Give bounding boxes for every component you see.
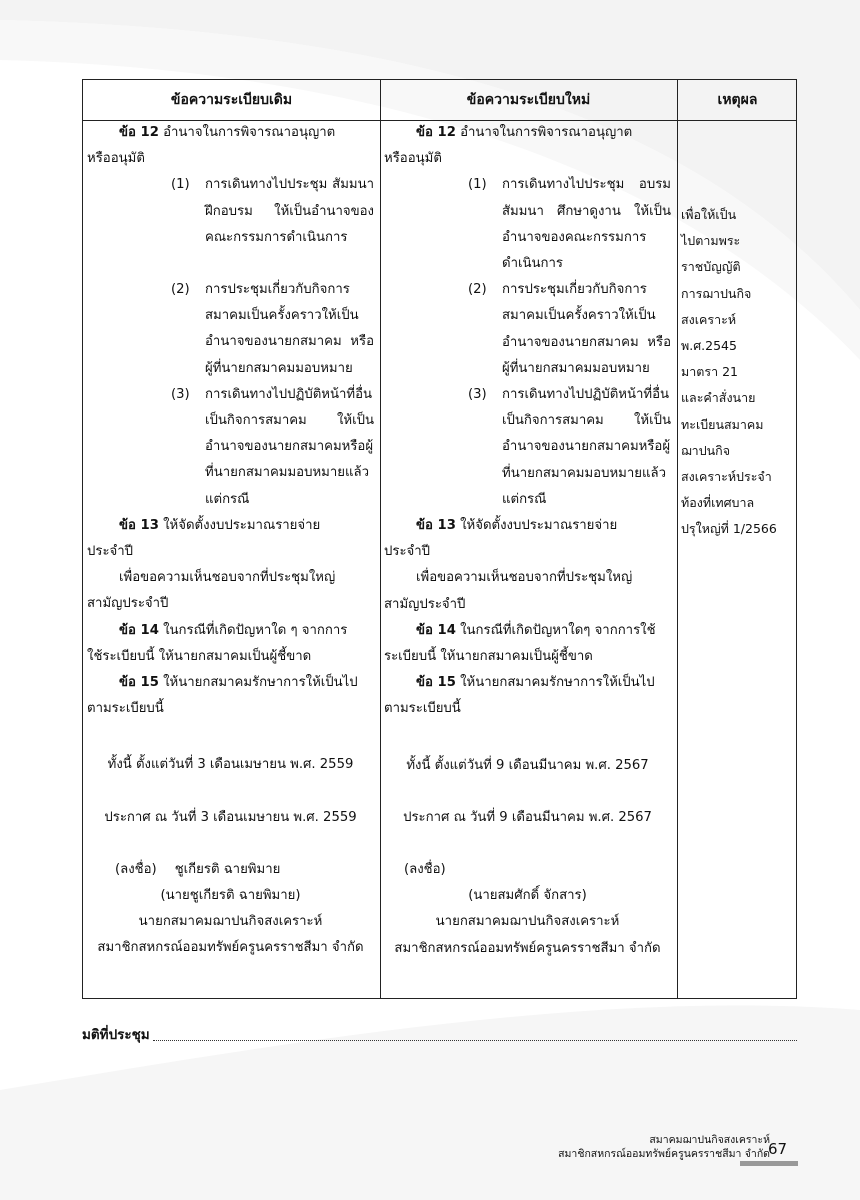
old-article-13-approval: เพื่อขอความเห็นชอบจากที่ประชุมใหญ่ bbox=[119, 570, 336, 586]
old-article-12: ข้อ 12 อำนาจในการพิจารณาอนุญาต bbox=[119, 125, 336, 140]
new-signer-name: (นายสมศักดิ์ จักสาร) bbox=[468, 888, 587, 904]
new-article-12: ข้อ 12 อำนาจในการพิจารณาอนุญาต bbox=[416, 125, 633, 140]
old-article-14: ข้อ 14 ในกรณีที่เกิดปัญหาใด ๆ จากการ bbox=[119, 622, 348, 638]
reason-line: มาตรา 21 bbox=[681, 364, 738, 380]
meeting-resolution-line bbox=[82, 1022, 797, 1048]
old-article-14-cont: ใช้ระเบียบนี้ ให้นายกสมาคมเป็นผู้ชี้ขาด bbox=[87, 648, 312, 664]
footer-cooperative-name: สมาชิกสหกรณ์ออมทรัพย์ครูนครราชสีมา จำกัด bbox=[558, 1148, 770, 1160]
comparison-table bbox=[82, 79, 797, 999]
old-article-12-cont: หรืออนุมัติ bbox=[87, 151, 145, 167]
new-regulation-column bbox=[384, 120, 671, 962]
column-divider bbox=[380, 80, 381, 998]
header-reason: เหตุผล bbox=[717, 92, 758, 108]
reason-line: ฌาปนกิจ bbox=[681, 442, 731, 458]
header-old-text: ข้อความระเบียบเดิม bbox=[170, 92, 293, 108]
reason-line: สงเคราะห์ประจำ bbox=[681, 469, 772, 485]
new-item-2: (2) การประชุมเกี่ยวกับกิจการสมาคมเป็นครั้งคราวให้เป็นอำนาจของนายกสมาคม หรือผู้ที่นายกสมาคมมอบหมาย bbox=[468, 282, 671, 376]
new-item-3: (3) การเดินทางไปปฏิบัติหน้าที่อื่นเป็นกิจการสมาคม ให้เป็นอำนาจของนายกสมาคมหรือผู้ที่นายกสมาคมมอบหมายแล้วแต่กรณี bbox=[468, 387, 671, 507]
new-article-13: ข้อ 13 ให้จัดตั้งงบประมาณรายจ่าย bbox=[416, 518, 618, 534]
new-announced-date: ประกาศ ณ วันที่ 9 เดือนมีนาคม พ.ศ. 2567 bbox=[403, 809, 652, 825]
old-effective-date: ทั้งนี้ ตั้งแต่วันที่ 3 เดือนเมษายน พ.ศ. 2559 bbox=[107, 757, 354, 773]
new-item-1: (1) การเดินทางไปประชุม อบรม สัมมนา ศึกษาดูงาน ให้เป็นอำนาจของคณะกรรมการดำเนินการ bbox=[468, 177, 671, 272]
new-effective-date: ทั้งนี้ ตั้งแต่วันที่ 9 เดือนมีนาคม พ.ศ. 2567 bbox=[406, 757, 649, 773]
footer-association-name: สมาคมฌาปนกิจสงเคราะห์ bbox=[649, 1134, 770, 1146]
reason-line: การฌาปนกิจ bbox=[681, 285, 752, 301]
reason-line: ทะเบียนสมาคม bbox=[681, 416, 764, 432]
header-new-text: ข้อความระเบียบใหม่ bbox=[466, 92, 591, 108]
new-article-13-approval-cont: สามัญประจำปี bbox=[384, 596, 466, 612]
old-signer-organization: สมาชิกสหกรณ์ออมทรัพย์ครูนครราชสีมา จำกัด bbox=[97, 940, 364, 956]
new-article-15-cont: ตามระเบียบนี้ bbox=[384, 701, 461, 717]
new-signer-title: นายกสมาคมฌาปนกิจสงเคราะห์ bbox=[435, 914, 620, 930]
new-article-14: ข้อ 14 ในกรณีที่เกิดปัญหาใดๆ จากการใช้ bbox=[416, 622, 656, 638]
old-article-13-approval-cont: สามัญประจำปี bbox=[87, 596, 169, 612]
old-regulation-column bbox=[87, 120, 374, 962]
old-signature-line: (ลงชื่อ) ชูเกียรติ ฉายพิมาย bbox=[115, 861, 281, 877]
new-article-13-cont: ประจำปี bbox=[384, 544, 431, 560]
old-signer-name: (นายชูเกียรติ ฉายพิมาย) bbox=[160, 888, 301, 904]
footer-bar bbox=[740, 1161, 798, 1166]
page-footer bbox=[558, 1133, 770, 1161]
reason-line: ไปตามพระ bbox=[681, 233, 741, 249]
old-signer-title: นายกสมาคมฌาปนกิจสงเคราะห์ bbox=[138, 914, 323, 930]
reason-line: และคำสั่งนาย bbox=[681, 390, 756, 406]
new-signature-line: (ลงชื่อ) bbox=[404, 862, 446, 878]
reason-line: สงเคราะห์ bbox=[681, 311, 737, 327]
reason-line: พ.ศ.2545 bbox=[681, 338, 737, 354]
reason-column bbox=[681, 202, 796, 543]
new-article-12-cont: หรืออนุมัติ bbox=[384, 151, 442, 167]
old-article-15: ข้อ 15 ให้นายกสมาคมรักษาการให้เป็นไป bbox=[119, 675, 358, 691]
resolution-dotted-fill bbox=[153, 1022, 797, 1041]
old-item-2: (2) การประชุมเกี่ยวกับกิจการสมาคมเป็นครั้งคราวให้เป็นอำนาจของนายกสมาคม หรือผู้ที่นายกสมาคมมอบหมาย bbox=[171, 282, 374, 376]
new-article-15: ข้อ 15 ให้นายกสมาคมรักษาการให้เป็นไป bbox=[416, 675, 655, 691]
page-number: 67 bbox=[768, 1140, 788, 1158]
reason-line: ราชบัญญัติ bbox=[681, 259, 741, 275]
reason-line: ท้องที่เทศบาล bbox=[681, 495, 755, 511]
column-divider bbox=[677, 80, 678, 998]
reason-line: ปรุใหญ่ที่ 1/2566 bbox=[681, 521, 777, 537]
old-item-1: (1) การเดินทางไปประชุม สัมมนา ฝึกอบรม ให้เป็นอำนาจของคณะกรรมการดำเนินการ bbox=[171, 177, 374, 245]
new-article-13-approval: เพื่อขอความเห็นชอบจากที่ประชุมใหญ่ bbox=[416, 570, 633, 586]
new-article-14-cont: ระเบียบนี้ ให้นายกสมาคมเป็นผู้ชี้ขาด bbox=[384, 649, 593, 665]
old-article-15-cont: ตามระเบียบนี้ bbox=[87, 701, 164, 717]
meeting-resolution-label: มติที่ประชุม bbox=[82, 1027, 150, 1043]
reason-line: เพื่อให้เป็น bbox=[681, 207, 737, 222]
new-signer-organization: สมาชิกสหกรณ์ออมทรัพย์ครูนครราชสีมา จำกัด bbox=[394, 940, 661, 956]
old-article-13-cont: ประจำปี bbox=[87, 544, 134, 560]
old-announced-date: ประกาศ ณ วันที่ 3 เดือนเมษายน พ.ศ. 2559 bbox=[104, 809, 357, 825]
old-article-13: ข้อ 13 ให้จัดตั้งงบประมาณรายจ่าย bbox=[119, 517, 321, 533]
old-item-3: (3) การเดินทางไปปฏิบัติหน้าที่อื่นเป็นกิจการสมาคม ให้เป็นอำนาจของนายกสมาคมหรือผู้ที่นายกสมาคมมอบหมายแล้วแต่กรณี bbox=[171, 386, 374, 507]
